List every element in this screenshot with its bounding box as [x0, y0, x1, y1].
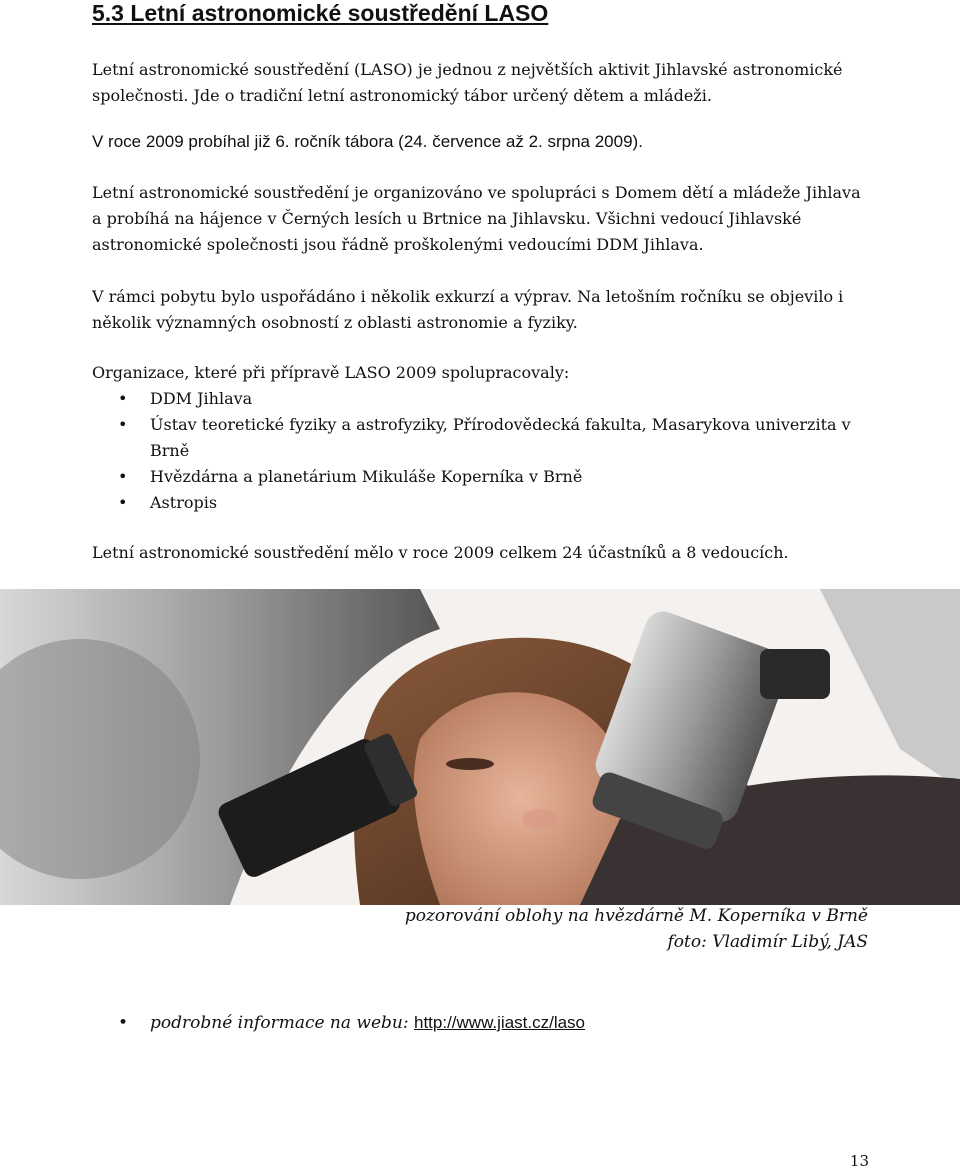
- photo-icon: [0, 589, 960, 905]
- list-item: • Ústav teoretické fyziky a astrofyziky, Přírodovědecká fakulta, Masarykova univerzita v Brně: [92, 412, 872, 464]
- section-heading: 5.3 Letní astronomické soustředění LASO: [92, 0, 549, 26]
- participants-paragraph: Letní astronomické soustředění mělo v roce 2009 celkem 24 účastníků a 8 vedoucích.: [92, 543, 789, 562]
- excursions-paragraph: V rámci pobytu bylo uspořádáno i několik exkurzí a výprav. Na letošním ročníku se objevilo i několik významných osobností z oblasti astronomie a fyziky.: [92, 287, 844, 332]
- intro-paragraph: Letní astronomické soustředění (LASO) je jednou z největších aktivit Jihlavské astronomické společnosti. Jde o tradiční letní astronomický tábor určený dětem a mládeži.: [92, 60, 843, 105]
- organization-paragraph: Letní astronomické soustředění je organizováno ve spolupráci s Domem dětí a mládeže Jihlava a probíhá na hájence v Černých lesích u Brtnice na Jihlavsku. Všichni vedoucí Jihlavské astronomické společnosti jsou řádně proškolenými vedoucími DDM Jihlava.: [92, 183, 861, 254]
- telescope-observation-photo: [0, 589, 960, 905]
- web-info-label: podrobné informace na webu:: [150, 1013, 414, 1033]
- bullet-icon: •: [118, 1013, 129, 1033]
- page-number: 13: [849, 1152, 869, 1170]
- list-item: • DDM Jihlava: [92, 386, 872, 412]
- web-link[interactable]: http://www.jiast.cz/laso: [414, 1013, 586, 1032]
- photo-caption-line2: foto: Vladimír Libý, JAS: [667, 932, 868, 952]
- partners-list: [92, 386, 872, 516]
- list-item: • Astropis: [92, 490, 872, 516]
- year-paragraph: V roce 2009 probíhal již 6. ročník tábora (24. července až 2. srpna 2009).: [92, 132, 643, 151]
- partners-intro: Organizace, které při přípravě LASO 2009 spolupracovaly:: [92, 363, 570, 382]
- photo-caption-line1: pozorování oblohy na hvězdárně M. Koperníka v Brně: [404, 906, 868, 926]
- list-item: • Hvězdárna a planetárium Mikuláše Koperníka v Brně: [92, 464, 872, 490]
